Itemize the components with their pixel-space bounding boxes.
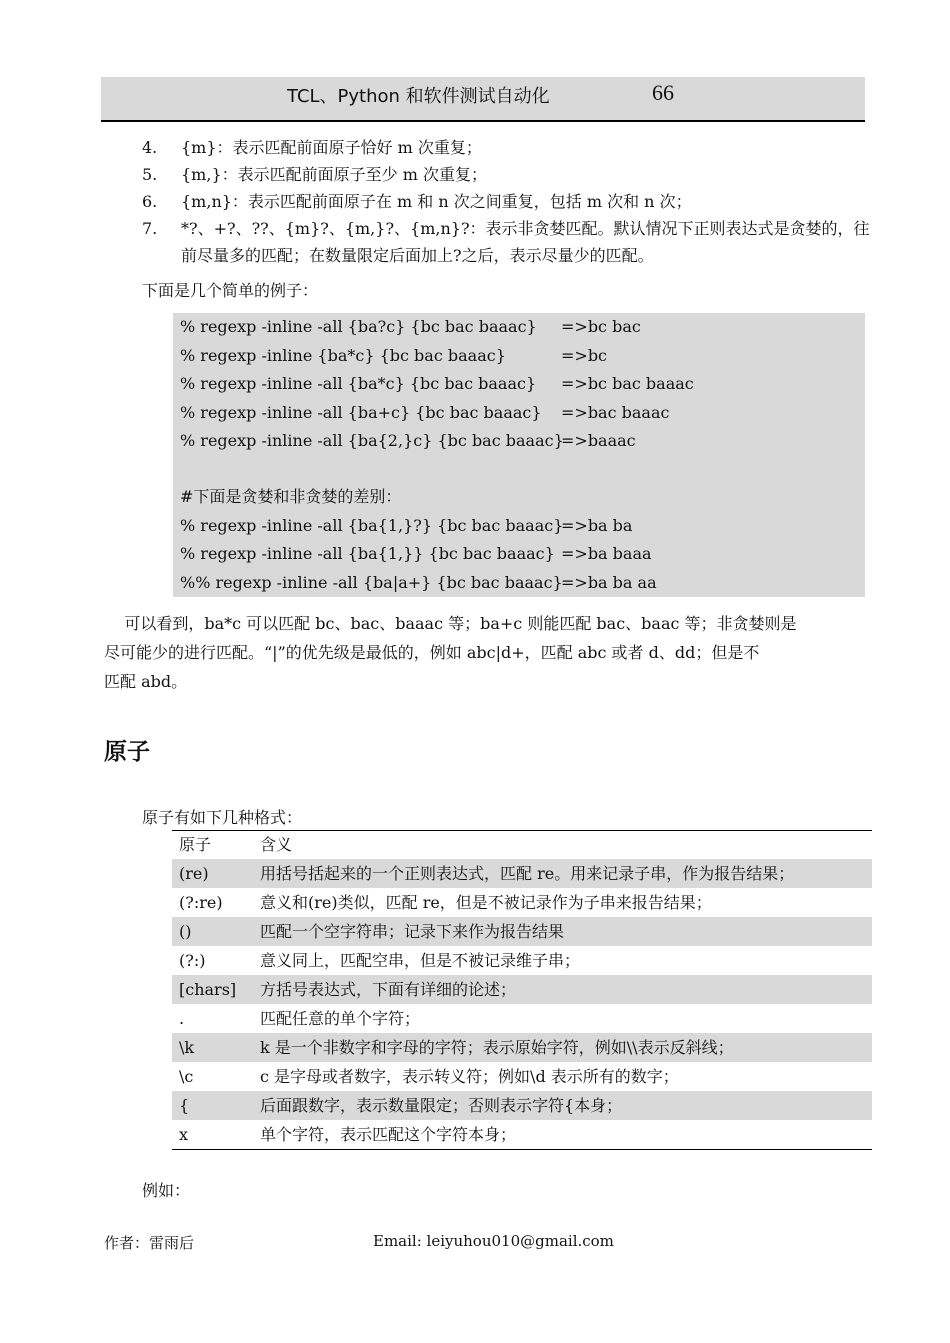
table-row <box>172 859 872 888</box>
quantifier-list <box>142 134 872 269</box>
code-row <box>180 399 860 427</box>
paragraph-line: 匹配 abd。 <box>104 672 188 691</box>
examples-intro: 下面是几个简单的例子： <box>142 281 319 300</box>
code-command: #下面是贪婪和非贪婪的差别： <box>180 487 402 506</box>
table-row <box>172 1091 872 1120</box>
meaning-cell: 单个字符，表示匹配这个字符本身； <box>260 1125 517 1144</box>
code-row <box>180 569 860 597</box>
list-number: 7. <box>142 219 158 238</box>
atom-cell: (?:re) <box>179 893 223 912</box>
list-text: {m,n}：表示匹配前面原子在 m 和 n 次之间重复，包括 m 次和 n 次； <box>181 192 692 211</box>
list-number: 5. <box>142 165 158 184</box>
code-comment <box>180 483 860 511</box>
meaning-cell: 用括号括起来的一个正则表达式，匹配 re。用来记录子串，作为报告结果； <box>260 864 795 883</box>
table-header-row <box>172 831 872 859</box>
atom-cell: x <box>179 1125 189 1144</box>
code-command: %% regexp -inline -all {ba|a+} {bc bac baaac} <box>180 573 563 592</box>
code-command: % regexp -inline -all {ba{2,}c} {bc bac baaac} <box>180 431 564 450</box>
code-result: =>ba baaa <box>561 544 652 563</box>
atom-cell: { <box>179 1096 190 1115</box>
atoms-intro: 原子有如下几种格式： <box>142 808 303 827</box>
example-label: 例如： <box>142 1181 191 1200</box>
code-result: =>ba ba aa <box>561 573 657 592</box>
book-title: TCL、Python 和软件测试自动化 <box>287 86 550 107</box>
list-number: 6. <box>142 192 158 211</box>
table-header: 含义 <box>260 835 293 854</box>
table-header: 原子 <box>179 835 212 854</box>
table-row <box>172 1120 872 1149</box>
table-row <box>172 1033 872 1062</box>
code-row <box>180 427 860 455</box>
explanation-paragraph <box>104 609 864 696</box>
meaning-cell: c 是字母或者数字，表示转义符；例如\d 表示所有的数字； <box>260 1067 679 1086</box>
list-text: {m,}：表示匹配前面原子至少 m 次重复； <box>181 165 487 184</box>
page-number: 66 <box>652 80 674 105</box>
atom-cell: . <box>179 1009 185 1028</box>
atom-cell: [chars] <box>179 980 237 999</box>
code-row <box>180 370 860 398</box>
code-row <box>180 313 860 341</box>
meaning-cell: 方括号表达式，下面有详细的论述； <box>260 980 517 999</box>
meaning-cell: 意义和(re)类似，匹配 re，但是不被记录作为子串来报告结果； <box>260 893 712 912</box>
code-example-box <box>173 313 865 597</box>
paragraph-line: 可以看到，ba*c 可以匹配 bc、bac、baaac 等；ba+c 则能匹配 bac、baac 等；非贪婪则是 <box>104 614 797 633</box>
table-row <box>172 1004 872 1033</box>
list-item <box>142 215 872 269</box>
code-result: =>ba ba <box>561 516 633 535</box>
code-result: =>bc <box>561 346 608 365</box>
code-command: % regexp -inline {ba*c} {bc bac baaac} <box>180 346 506 365</box>
list-number: 4. <box>142 138 158 157</box>
code-row <box>180 512 860 540</box>
atom-cell: \k <box>179 1038 195 1057</box>
code-result: =>bc bac baaac <box>561 374 694 393</box>
table-row <box>172 917 872 946</box>
footer-email: Email: leiyuhou010@gmail.com <box>373 1232 614 1250</box>
table-row <box>172 975 872 1004</box>
code-row <box>180 540 860 568</box>
table-row <box>172 1062 872 1091</box>
footer-author: 作者：雷雨后 <box>104 1234 195 1252</box>
code-command: % regexp -inline -all {ba{1,}} {bc bac baaac} <box>180 544 555 563</box>
code-command: % regexp -inline -all {ba*c} {bc bac baaac} <box>180 374 537 393</box>
code-row <box>180 342 860 370</box>
section-heading: 原子 <box>104 739 150 765</box>
code-command: % regexp -inline -all {ba?c} {bc bac baaac} <box>180 317 537 336</box>
list-item <box>142 134 872 161</box>
atom-table <box>172 830 872 1150</box>
list-item <box>142 188 872 215</box>
meaning-cell: 后面跟数字，表示数量限定；否则表示字符{本身； <box>260 1096 623 1115</box>
atom-cell: (re) <box>179 864 209 883</box>
meaning-cell: k 是一个非数字和字母的字符；表示原始字符，例如\\表示反斜线； <box>260 1038 734 1057</box>
table-row <box>172 888 872 917</box>
meaning-cell: 匹配一个空字符串；记录下来作为报告结果 <box>260 922 565 941</box>
code-result: =>bac baaac <box>561 403 670 422</box>
page-header <box>101 77 865 122</box>
meaning-cell: 匹配任意的单个字符； <box>260 1009 421 1028</box>
table-row <box>172 946 872 975</box>
code-command: % regexp -inline -all {ba{1,}?} {bc bac baaac} <box>180 516 564 535</box>
list-text: {m}：表示匹配前面原子恰好 m 次重复； <box>181 138 482 157</box>
meaning-cell: 意义同上，匹配空串，但是不被记录维子串； <box>260 951 581 970</box>
atom-cell: \c <box>179 1067 194 1086</box>
atom-cell: (?:) <box>179 951 206 970</box>
code-command: % regexp -inline -all {ba+c} {bc bac baaac} <box>180 403 542 422</box>
code-result: =>baaac <box>561 431 636 450</box>
paragraph-line: 尽可能少的进行匹配。“|”的优先级是最低的，例如 abc|d+，匹配 abc 或者 d、dd；但是不 <box>104 643 760 662</box>
list-text: *?、+?、??、{m}?、{m,}?、{m,n}?：表示非贪婪匹配。默认情况下正则表达式是贪婪的，往前尽量多的匹配；在数量限定后面加上?之后，表示尽量少的匹配。 <box>181 219 870 265</box>
code-result: =>bc bac <box>561 317 641 336</box>
atom-cell: () <box>179 922 192 941</box>
list-item <box>142 161 872 188</box>
